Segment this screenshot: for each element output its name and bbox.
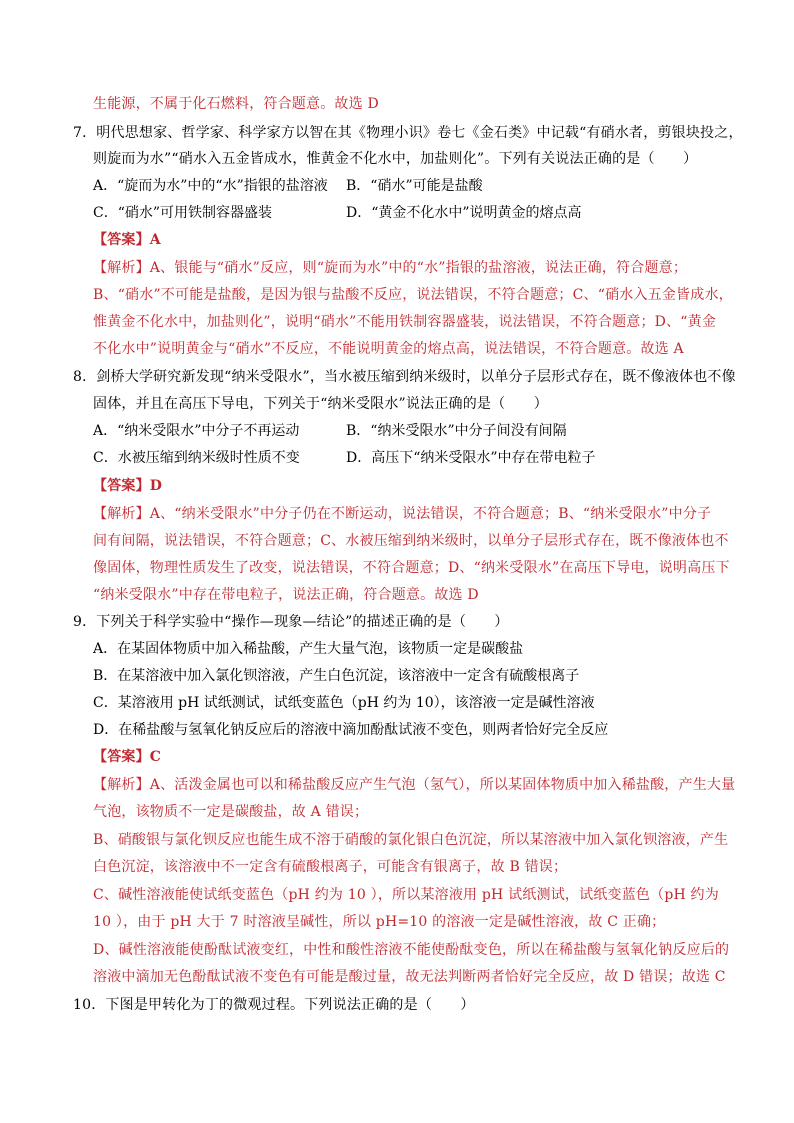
- q8-option-b: B．“纳米受限水”中分子间没有间隔: [346, 423, 567, 439]
- q7-option-c: C．“硝水”可用铁制容器盛装: [93, 205, 273, 221]
- q8-analysis-line4: “纳米受限水”中存在带电粒子，说法正确，符合题意。故选 D: [93, 587, 479, 603]
- q7-option-b: B．“硝水”可能是盐酸: [346, 178, 483, 194]
- q8-answer: 【答案】D: [93, 478, 163, 494]
- q7-stem-line1: 7．明代思想家、哲学家、科学家方以智在其《物理小识》卷七《金石类》中记载“有硝水者，剪银块投之，: [73, 125, 743, 141]
- q9-analysis-line4: 白色沉淀，该溶液中不一定含有硫酸根离子，可能含有银离子，故 B 错误；: [93, 859, 568, 875]
- q9-option-c: C．某溶液用 pH 试纸测试，试纸变蓝色（pH 约为 10），该溶液一定是碱性溶液: [93, 695, 595, 711]
- q9-analysis-line1: 【解析】A、活泼金属也可以和稀盐酸反应产生气泡（氢气），所以某固体物质中加入稀盐酸，产生大量: [93, 777, 736, 793]
- q7-option-a: A．“旋而为水”中的“水”指银的盐溶液: [93, 178, 328, 194]
- q9-analysis-line3: B、硝酸银与氯化钡反应也能生成不溶于硝酸的氯化银白色沉淀，所以某溶液中加入氯化钡溶液，产生: [93, 832, 729, 848]
- previous-analysis-tail: 生能源，不属于化石燃料，符合题意。故选 D: [93, 96, 379, 112]
- q9-stem: 9．下列关于科学实验中“操作—现象—结论”的描述正确的是（ ）: [73, 614, 509, 630]
- q7-stem-line2: 则旋而为水”“硝水入五金皆成水，惟黄金不化水中，加盐则化”。下列有关说法正确的是（ ）: [93, 151, 698, 167]
- q9-option-a: A．在某固体物质中加入稀盐酸，产生大量气泡，该物质一定是碳酸盐: [93, 641, 524, 657]
- q8-stem-line1: 8．剑桥大学研究新发现“纳米受限水”，当水被压缩到纳米级时，以单分子层形式存在，既不像液体也不像: [73, 369, 736, 385]
- q9-answer: 【答案】C: [93, 749, 162, 765]
- q9-analysis-line5: C、碱性溶液能使试纸变蓝色（pH 约为 10 ），所以某溶液用 pH 试纸测试，试纸变蓝色（pH 约为: [93, 887, 719, 903]
- q8-option-a: A．“纳米受限水”中分子不再运动: [93, 423, 300, 439]
- q7-analysis-line2: B、“硝水”不可能是盐酸，是因为银与盐酸不反应，说法错误，不符合题意；C、“硝水入五金皆成水，: [93, 287, 733, 303]
- q9-analysis-line2: 气泡，该物质不一定是碳酸盐，故 A 错误；: [93, 804, 369, 820]
- q7-analysis-line3: 惟黄金不化水中，加盐则化”，说明“硝水”不能用铁制容器盛装，说法错误，不符合题意；D、“黄金: [93, 314, 717, 330]
- q9-option-b: B．在某溶液中加入氯化钡溶液，产生白色沉淀，该溶液中一定含有硫酸根离子: [93, 668, 580, 684]
- q8-analysis-line1: 【解析】A、“纳米受限水”中分子仍在不断运动，说法错误，不符合题意；B、“纳米受限水”中分子: [93, 506, 712, 522]
- q9-option-d: D．在稀盐酸与氢氧化钠反应后的溶液中滴加酚酞试液不变色，则两者恰好完全反应: [93, 722, 609, 738]
- q8-option-d: D．高压下“纳米受限水”中存在带电粒子: [346, 450, 596, 466]
- q7-option-d: D．“黄金不化水中”说明黄金的熔点高: [346, 205, 582, 221]
- q8-option-c: C．水被压缩到纳米级时性质不变: [93, 450, 300, 466]
- q9-analysis-line7: D、碱性溶液能使酚酞试液变红，中性和酸性溶液不能使酚酞变色，所以在稀盐酸与氢氧化钠反应后的: [93, 942, 730, 958]
- q8-stem-line2: 固体，并且在高压下导电，下列关于“纳米受限水”说法正确的是（ ）: [93, 396, 548, 412]
- q7-analysis-line1: 【解析】A、银能与“硝水”反应，则“旋而为水”中的“水”指银的盐溶液，说法正确，符合题意；: [93, 260, 688, 276]
- q9-analysis-line8: 溶液中滴加无色酚酞试液不变色有可能是酸过量，故无法判断两者恰好完全反应，故 D 错误；故选 C: [93, 969, 726, 985]
- q10-stem: 10．下图是甲转化为丁的微观过程。下列说法正确的是（ ）: [73, 997, 475, 1013]
- q8-analysis-line3: 像固体，物理性质发生了改变，说法错误，不符合题意；D、“纳米受限水”在高压下导电，说明高压下: [93, 560, 730, 576]
- q9-analysis-line6: 10 ），由于 pH 大于 7 时溶液呈碱性，所以 pH=10 的溶液一定是碱性溶液，故 C 正确；: [93, 914, 666, 930]
- q8-analysis-line2: 间有间隔，说法错误，不符合题意；C、水被压缩到纳米级时，以单分子层形式存在，既不像液体也不: [93, 533, 729, 549]
- q7-analysis-line4: 不化水中”说明黄金与“硝水”不反应，不能说明黄金的熔点高，说法错误，不符合题意。故选 A: [93, 341, 684, 357]
- q7-answer: 【答案】A: [93, 232, 161, 248]
